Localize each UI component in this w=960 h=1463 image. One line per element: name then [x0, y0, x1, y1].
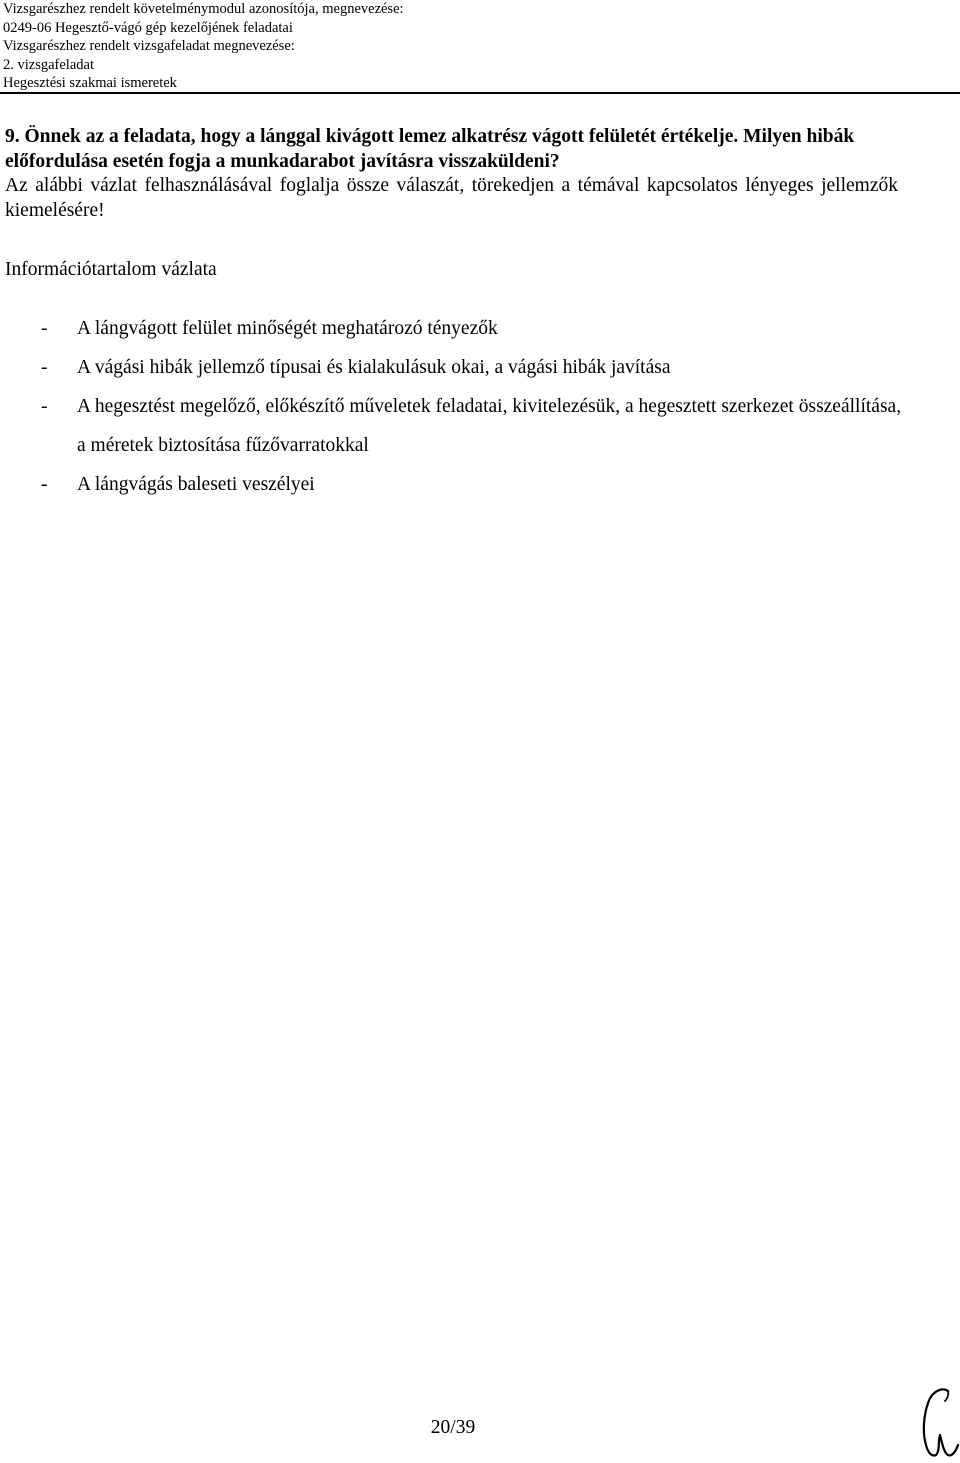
- header-task-label: Vizsgarészhez rendelt vizsgafeladat megnevezése:: [3, 38, 295, 54]
- header-module-name: 0249-06 Hegesztő-vágó gép kezelőjének feladatai: [3, 19, 293, 36]
- list-item: [5, 387, 910, 465]
- bullet-dash: -: [41, 318, 48, 339]
- page-number: 20/39: [430, 1417, 476, 1438]
- header-task-name: Hegesztési szakmai ismeretek: [3, 75, 177, 91]
- instruction-text: Az alábbi vázlat felhasználásával foglalja össze válaszát, törekedjen a témával kapcsolatos lényeges jellemzők kiemelésére!: [5, 175, 898, 221]
- list-item-text: A hegesztést megelőző, előkészítő műveletek feladatai, kivitelezésük, a hegesztett szerkezet összeállítása, a méretek biztosítása fűzővarratokkal: [77, 396, 902, 456]
- task-question: [5, 125, 898, 223]
- outline-list: [5, 309, 910, 504]
- list-item: [5, 309, 910, 348]
- list-item-text: A lángvágás baleseti veszélyei: [77, 474, 315, 495]
- header-module-label: Vizsgarészhez rendelt követelménymodul azonosítója, megnevezése:: [3, 1, 404, 17]
- header-divider: [0, 92, 960, 94]
- list-item-text: A vágási hibák jellemző típusai és kialakulásuk okai, a vágási hibák javítása: [77, 357, 671, 378]
- handwritten-signature: [918, 1385, 960, 1463]
- list-item: [5, 348, 910, 387]
- list-item: [5, 465, 910, 504]
- list-item-text: A lángvágott felület minőségét meghatározó tényezők: [77, 318, 498, 339]
- question-text: 9. Önnek az a feladata, hogy a lánggal kivágott lemez alkatrész vágott felületét értékelje. Milyen hibák előfordulása esetén fogja a munkadarabot javításra visszaküldeni?: [5, 126, 855, 172]
- outline-title: Információtartalom vázlata: [5, 259, 217, 280]
- header-task-number: 2. vizsgafeladat: [3, 56, 94, 73]
- bullet-dash: -: [41, 396, 48, 417]
- document-header: [3, 0, 943, 93]
- bullet-dash: -: [41, 357, 48, 378]
- bullet-dash: -: [41, 474, 48, 495]
